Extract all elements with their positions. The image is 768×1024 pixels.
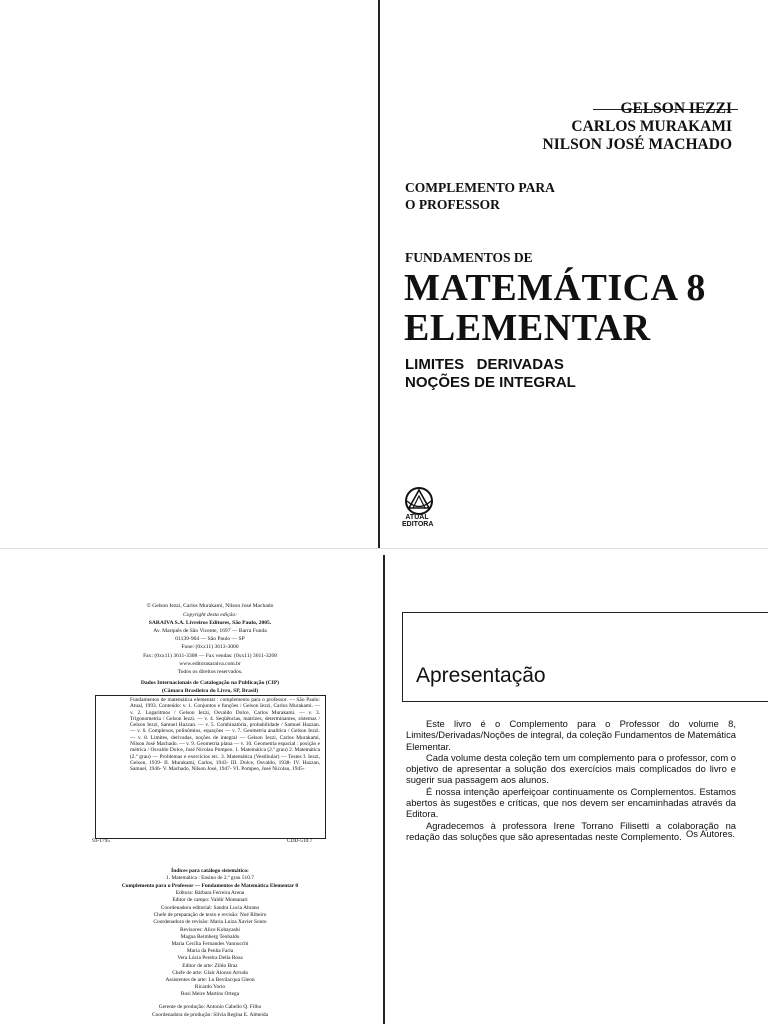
index-line: 1. Matemática : Ensino de 2.º grau 510.7 [166,875,254,881]
index-line: Editor de arte: Zildo Braz [182,963,238,969]
cip-code-right: CDD-510.7 [287,838,313,844]
cip-text: Fundamentos de matemática elementar : complemento para o professor. — São Paulo: Atual, 1993. Conteúdo: v. 1. Conjuntos e funções / Gelson Iezzi, Carlos Murakami. — v. 2. Logaritmos / Gelson Iezzi, Osvaldo Dolce, Carlos Murakami. — v. 3. Trigonometria / Gelson Iezzi. — v. 4. Seqüências, matrizes, determinantes, sistemas / Gelson Iezzi, Samuel Hazzan. — v. 5. Combinatória, probabilidade / Samuel Hazzan. — v. 6. Complexos, polinômios, equações — v. 7. Geometria analítica / Gelson Iezzi. — v. 8. Limites, derivadas, noções de integral — Gelson Iezzi, Carlos Murakami, Nilson José Machado. — v. 9. Geometria plana — v. 10. Geometria espacial : posição e métrica / Osvaldo Dolce, José Nicolau Pompeo. 1. Matemática (2.º grau) 2. Matemática (2.º grau) — Problemas e exercícios etc. 3. Matemática (Vestibular) — Testes I. Iezzi, Gelson, 1939- II. Murakami, Carlos, 1943- III. Dolce, Osvaldo, 1938- IV. Hazzan, Samuel, 1946- V. Machado, Nilson José, 1947- VI. Pompeo, José Nicolau, 1945- [130,697,320,773]
top-page-left-edge [378,0,380,548]
cip-heading: Dados Internacionais de Catalogação na Publicação (CIP) [140,680,280,686]
copyright-line: 01139-904 — São Paulo — SP [175,636,245,642]
index-line: Coordenadora de revisão: Maria Luiza Xavier Souto [153,919,267,925]
book-title: MATEMÁTICA 8 ELEMENTAR [404,267,706,349]
copyright-line: © Gelson Iezzi, Carlos Murakami, Nilson José Machado [146,603,274,609]
index-line: Chefe de arte: Glair Alonso Arruda [172,970,248,976]
presentation-paragraph: Agradecemos à professora Irene Torrano Filisetti a colaboração na redação das soluções que são apresentadas neste Complemento. [406,819,736,842]
presentation-paragraph: É nossa intenção aperfeiçoar continuamente os Complementos. Estamos abertos às sugestões e críticas, que nos devem ser encaminhadas através da Editora. [406,785,736,820]
index-line: Maria Cecília Fernandes Vannucchi [171,941,249,947]
copyright-line: www.editorasaraiva.com.br [179,661,241,667]
presentation-paragraph: Este livro é o Complemento para o Professor do volume 8, Limites/Derivadas/Noções de integral, da coleção Fundamentos de Matemática Elementar. [406,718,736,752]
copyright-line: Fone: (0xx11) 3613-3000 [181,644,239,650]
authors [543,100,732,154]
index-line: Revisores: Alice Kobayashi [180,927,240,933]
complement-label: COMPLEMENTO PARA O PROFESSOR [405,180,555,212]
copyright-line: Av. Marquês de São Vicente, 1697 — Barra Funda [153,628,267,634]
bottom-left-page-edge [383,555,385,1024]
index-line: Editor de campo: Valdir Montanari [172,897,248,903]
presentation-paragraph: Cada volume desta coleção tem um complemento para o professor, com o objetivo de apresentar a solução dos exercícios mais complicados do livro e sugerir sua passagem aos alunos. [406,751,736,786]
index-line: Assistentes de arte: Lu Bevilacqua Gleon [165,977,255,983]
author-3: NILSON JOSÉ MACHADO [542,136,732,153]
presentation-title: Apresentação [416,664,546,687]
index-line: Coordenadora editorial: Sandra Lucia Abrano [160,905,260,911]
index-line: Complemento para o Professor — Fundamentos de Matemática Elementar 8 [121,883,299,889]
index-line: Chefe de preparação de texto e revisão: Noé Ribeiro [153,912,267,918]
cip-heading: (Câmara Brasileira do Livro, SP, Brasil) [161,688,259,694]
top-page-bottom-edge [0,548,768,549]
index-line: Magna Reimberg Teobaldo [180,934,240,940]
index-line: Índices para catálogo sistemático: [171,868,249,874]
topics: LIMITES DERIVADAS NOÇÕES DE INTEGRAL [405,356,576,391]
copyright-line: Todos os direitos reservados. [177,669,243,675]
index-line: Coordenadora de produção: Silvia Regina E. Almeida [151,1012,269,1018]
presentation-body [406,718,736,842]
index-line: Editora: Bárbara Ferreira Arena [175,890,245,896]
presentation-frame [402,612,768,702]
index-line: Rosi Meire Martins Ortega [180,991,240,997]
index-line: Vera Lúcia Pereira Della Rosa [177,955,243,961]
copyright-line: Fax: (0xx11) 3611-3308 — Fax vendas: (0xx11) 3611-3268 [143,653,277,659]
author-2: CARLOS MURAKAMI [571,118,732,135]
copyright-line: Copyright desta edição: [182,612,238,618]
index-line: Maria da Penha Faria [186,948,234,954]
index-line: Ricardo Yorio [194,984,226,990]
presentation-signature: Os Autores. [686,828,735,839]
author-1: GELSON IEZZI [620,100,732,117]
series-label: FUNDAMENTOS DE [405,250,533,265]
index-line: Gerente de produção: Antonio Cabello Q. Filho [158,1004,262,1010]
publisher-logo-text: ATUAL EDITORA [402,514,434,528]
cip-code-left: 93-1795 [92,838,110,844]
copyright-line: SARAIVA S.A. Livreiros Editores, São Paulo, 2005. [148,620,272,626]
